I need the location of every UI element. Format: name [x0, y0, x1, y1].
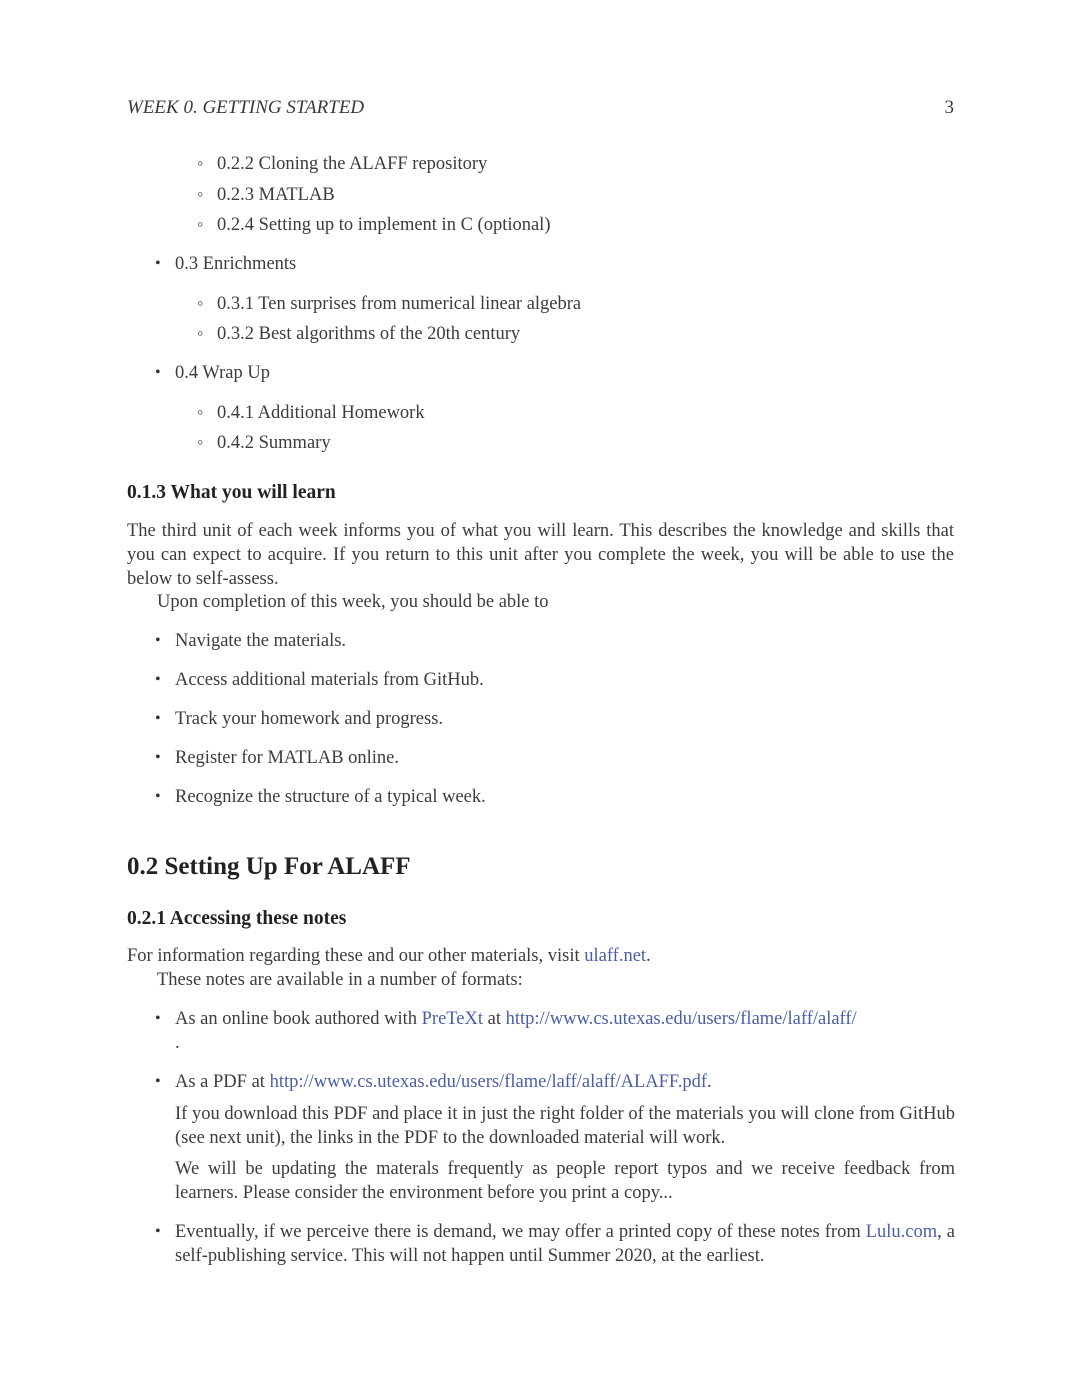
- item-text: .: [707, 1072, 712, 1092]
- running-title: WEEK 0. GETTING STARTED: [127, 97, 365, 118]
- running-header: [127, 97, 954, 119]
- format-item-pdf: [175, 1070, 712, 1094]
- subsection-heading: 0.1.3 What you will learn: [127, 482, 336, 503]
- paragraph: The third unit of each week informs you of what you will learn. This describes the knowledge and skills that you can expect to acquire. If you return to this unit after you complete the week, you will be able to use the below to self-assess.: [127, 521, 954, 589]
- subsection-heading: 0.2.1 Accessing these notes: [127, 908, 347, 929]
- item-text: at: [483, 1009, 506, 1029]
- outline-subitem: ◦ 0.4.2 Summary: [217, 431, 331, 455]
- item-text: , a self-publishing service. This will not happen until Summer 2020, at the earliest.: [175, 1222, 955, 1266]
- section-heading: 0.2 Setting Up For ALAFF: [127, 853, 411, 880]
- objective-item: • Track your homework and progress.: [175, 707, 443, 731]
- outline-subitem: ◦ 0.3.1 Ten surprises from numerical linear algebra: [217, 292, 581, 316]
- outline-item: • 0.4 Wrap Up: [175, 361, 270, 385]
- format-item-printed: [175, 1220, 955, 1268]
- intro-paragraph: [127, 944, 651, 968]
- outline-item: • 0.3 Enrichments: [175, 252, 296, 276]
- pdf-url-link[interactable]: http://www.cs.utexas.edu/users/flame/laff/alaff/ALAFF.pdf: [269, 1072, 708, 1092]
- lulu-link[interactable]: Lulu.com: [865, 1222, 938, 1242]
- outline-subitem: ◦ 0.2.2 Cloning the ALAFF repository: [217, 152, 487, 176]
- intro-text: For information regarding these and our other materials, visit: [127, 946, 585, 966]
- formats-lead-in: These notes are available in a number of formats:: [157, 970, 523, 990]
- page-number: 3: [944, 97, 954, 118]
- ulaff-link[interactable]: ulaff.net: [584, 946, 647, 966]
- pretext-link[interactable]: PreTeXt: [421, 1009, 484, 1029]
- item-text: As a PDF at: [175, 1072, 270, 1092]
- pdf-note-paragraph: If you download this PDF and place it in just the right folder of the materials you will clone from GitHub (see next unit), the links in the PDF to the downloaded material will work.: [175, 1104, 955, 1148]
- objective-item: • Recognize the structure of a typical week.: [175, 785, 486, 809]
- outline-subitem: ◦ 0.3.2 Best algorithms of the 20th century: [217, 322, 520, 346]
- objective-item: • Register for MATLAB online.: [175, 746, 399, 770]
- outline-subitem: ◦ 0.2.4 Setting up to implement in C (optional): [217, 213, 551, 237]
- outline-subitem: ◦ 0.4.1 Additional Homework: [217, 401, 425, 425]
- intro-suffix: .: [646, 946, 651, 966]
- outline-subitem: ◦ 0.2.3 MATLAB: [217, 183, 335, 207]
- item-text: As an online book authored with: [175, 1009, 422, 1029]
- format-item-online-book: [175, 1007, 857, 1031]
- paragraph-lead-in: Upon completion of this week, you should be able to: [157, 592, 549, 612]
- online-book-url-link[interactable]: http://www.cs.utexas.edu/users/flame/laff/alaff/: [505, 1009, 857, 1029]
- item-text: Eventually, if we perceive there is demand, we may offer a printed copy of these notes from: [175, 1222, 866, 1242]
- trailing-period: .: [175, 1033, 180, 1053]
- objective-item: • Access additional materials from GitHub.: [175, 668, 484, 692]
- objective-item: • Navigate the materials.: [175, 629, 346, 653]
- pdf-update-paragraph: We will be updating the materals frequently as people report typos and we receive feedback from learners. Please consider the environment before you print a copy...: [175, 1159, 955, 1203]
